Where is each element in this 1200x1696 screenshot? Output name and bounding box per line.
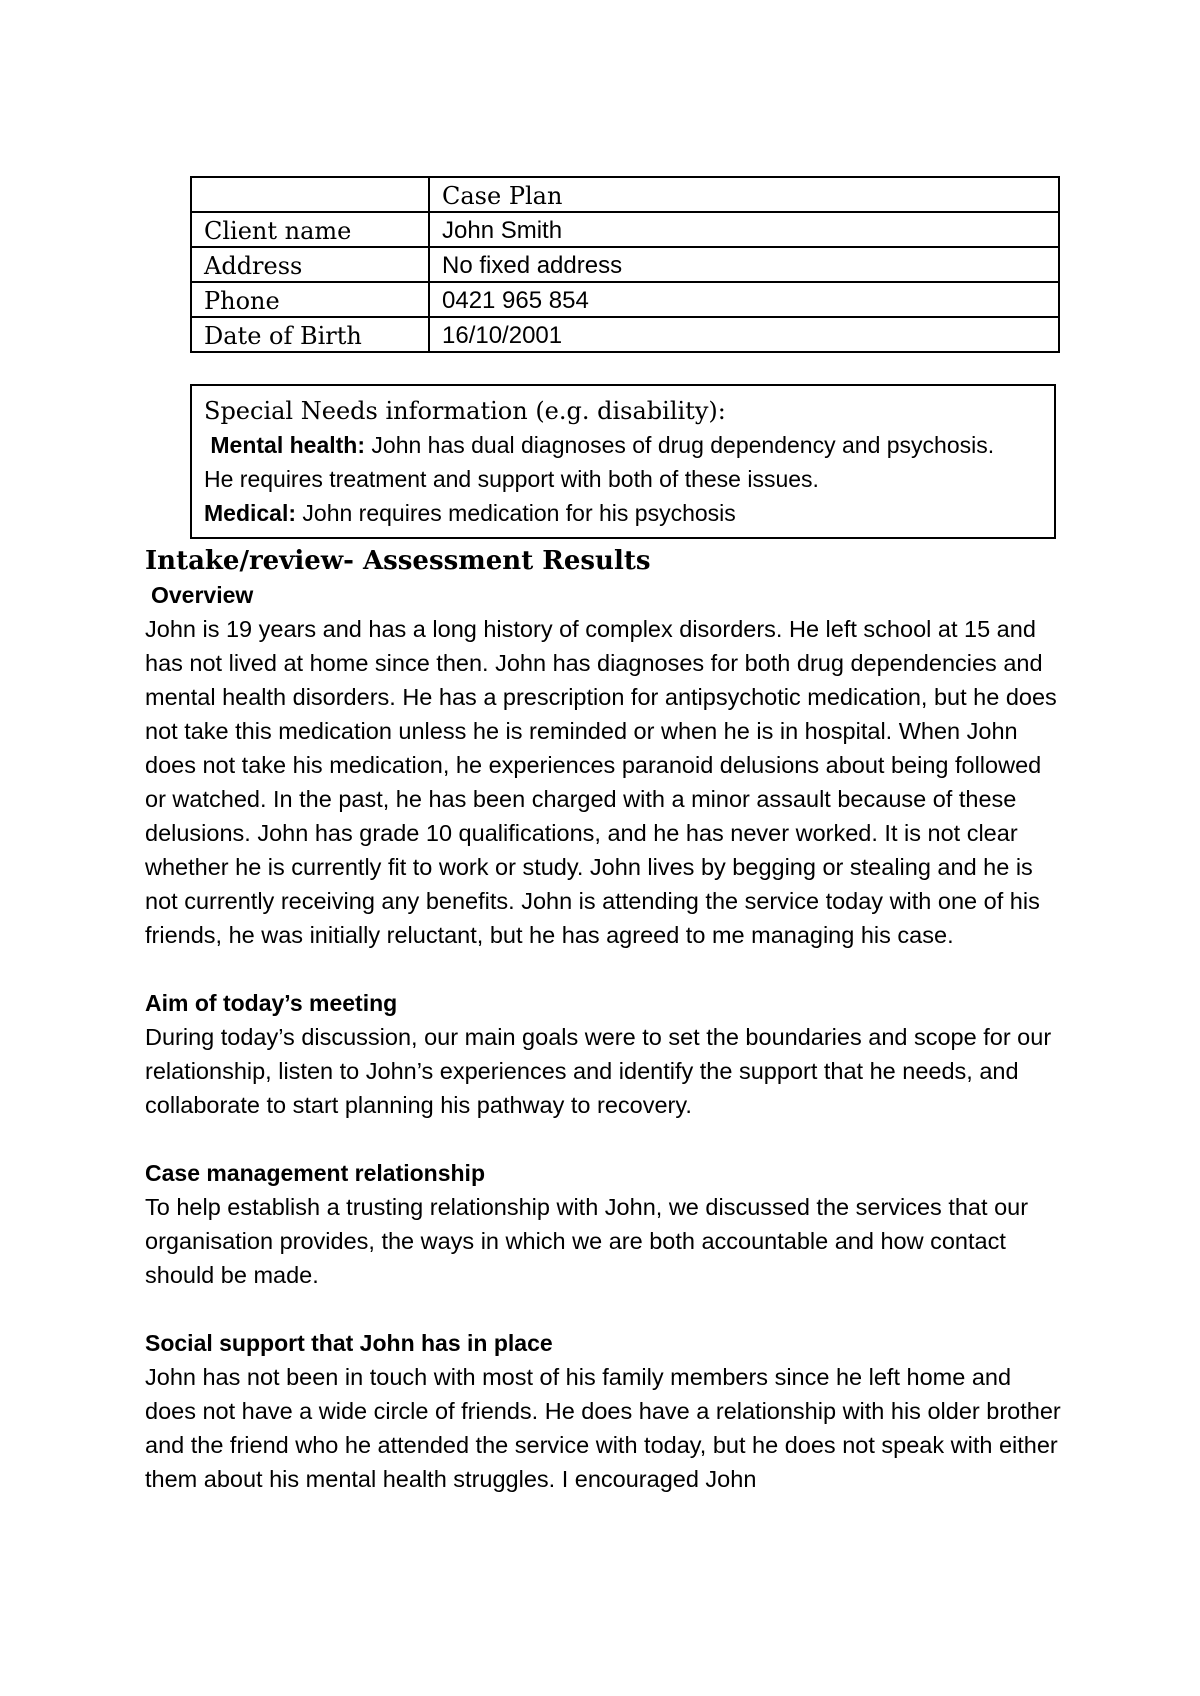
social-support-text: John has not been in touch with most of his family members since he left home and does not have a wide circle of friends. He does have a relationship with his older brother and the friend who he attended the service with today, but he does not speak with either them about his mental health struggles. I encouraged John <box>145 1364 1061 1492</box>
relationship-title: Case management relationship <box>145 1160 485 1186</box>
table-row <box>191 247 1059 282</box>
relationship-text: To help establish a trusting relationship with John, we discussed the services that our organisation provides, the ways in which we are both accountable and how contact should be made. <box>145 1194 1029 1288</box>
phone-label: Phone <box>191 282 429 317</box>
mental-health-line <box>204 428 1042 462</box>
aim-text: During today’s discussion, our main goals were to set the boundaries and scope for our relationship, listen to John’s experiences and identify the support that he needs, and collaborate to start planning his pathway to recovery. <box>145 1024 1052 1118</box>
assessment-heading: Intake/review- Assessment Results <box>145 546 651 576</box>
client-name-label: Client name <box>191 212 429 247</box>
medical-text: John requires medication for his psychosis <box>296 500 736 526</box>
mental-health-label: Mental health: <box>210 432 366 458</box>
mental-health-line-2: He requires treatment and support with both of these issues. <box>204 466 819 492</box>
overview-title: Overview <box>151 582 254 608</box>
phone-value: 0421 965 854 <box>429 282 1059 317</box>
table-row <box>191 282 1059 317</box>
assessment-section <box>145 544 1065 1530</box>
case-plan-table <box>190 176 1060 353</box>
table-row <box>191 317 1059 352</box>
overview-text: John is 19 years and has a long history of complex disorders. He left school at 15 and has not lived at home since then. John has diagnoses for both drug dependencies and mental health disorders. He has a prescription for antipsychotic medication, but he does not take this medication unless he is reminded or when he is in hospital. When John does not take his medication, he experiences paranoid delusions about being followed or watched. In the past, he has been charged with a minor assault because of these delusions. John has grade 10 qualifications, and he has never worked. It is not clear whether he is currently fit to work or study. John lives by begging or stealing and he is not currently receiving any benefits. John is attending the service today with one of his friends, he was initially reluctant, but he has agreed to me managing his case. <box>145 616 1057 948</box>
medical-line <box>204 496 1042 530</box>
table-row <box>191 212 1059 247</box>
table-title: Case Plan <box>429 177 1059 212</box>
table-header-row <box>191 177 1059 212</box>
medical-label: Medical: <box>204 500 297 526</box>
dob-value: 16/10/2001 <box>429 317 1059 352</box>
dob-label: Date of Birth <box>191 317 429 352</box>
table-header-empty-cell <box>191 177 429 212</box>
special-needs-title: Special Needs information (e.g. disability): <box>204 397 726 425</box>
mental-health-text: John has dual diagnoses of drug dependency and psychosis. <box>365 432 995 458</box>
client-name-value: John Smith <box>429 212 1059 247</box>
address-label: Address <box>191 247 429 282</box>
special-needs-box <box>190 384 1056 539</box>
address-value: No fixed address <box>429 247 1059 282</box>
social-support-title: Social support that John has in place <box>145 1330 553 1356</box>
aim-title: Aim of today’s meeting <box>145 990 398 1016</box>
